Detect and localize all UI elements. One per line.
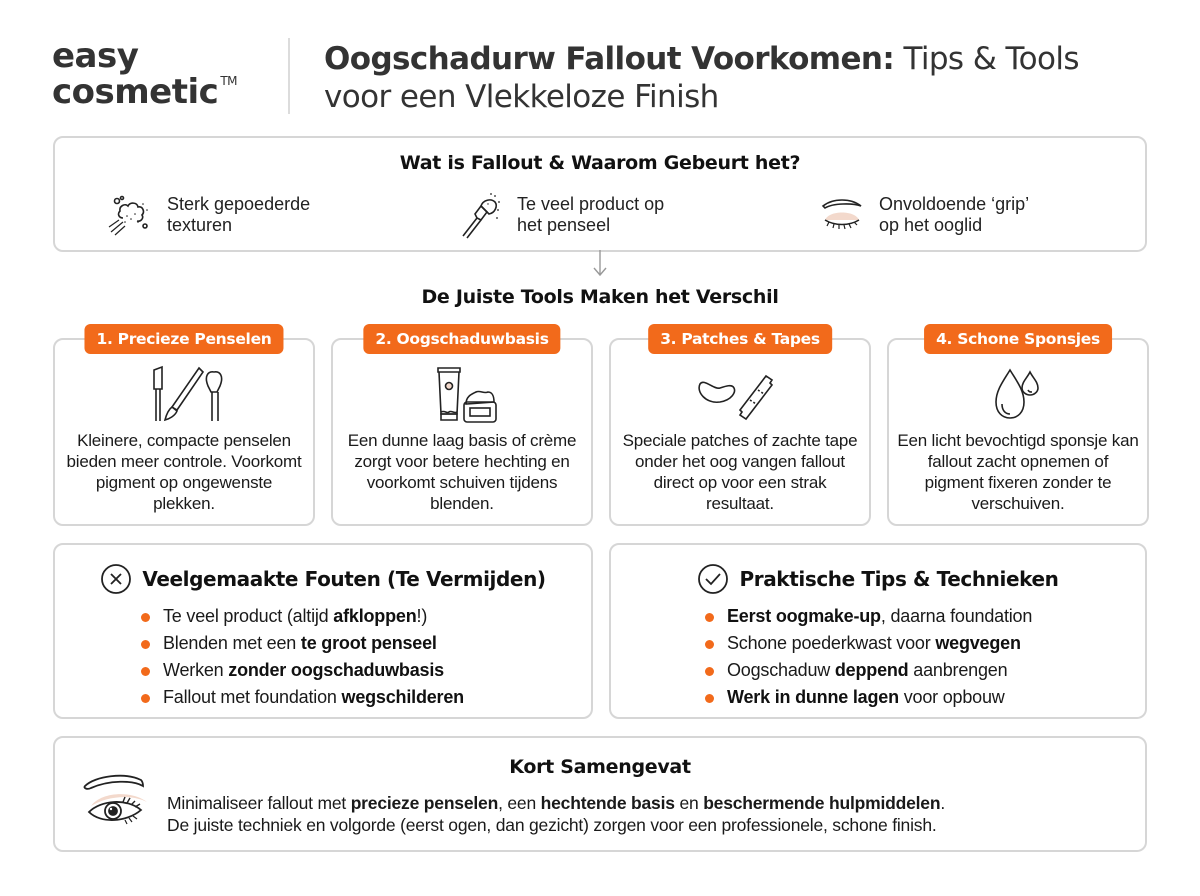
mistakes-header <box>55 563 591 595</box>
brand-logo <box>52 38 272 117</box>
why-item-line2: texturen <box>167 215 233 235</box>
tool-card-sponges <box>887 330 1149 526</box>
tips-list <box>701 603 1032 711</box>
why-item-line2: op het ooglid <box>879 215 983 235</box>
eye-makeup-icon <box>79 766 155 836</box>
title-rest: Tips & Tools <box>894 41 1079 77</box>
powder-cloud-icon <box>105 190 155 240</box>
check-circle-icon <box>697 563 729 595</box>
tool-badge: 1. Precieze Penselen <box>84 324 283 354</box>
why-item-line1: Te veel product op <box>517 194 665 214</box>
trademark-symbol: TM <box>220 74 237 88</box>
tool-description: Een licht bevochtigd sponsje kan fallout zacht opnemen of pigment fixeren zonder te verschuiven. <box>897 431 1139 513</box>
summary-line2: De juiste techniek en volgorde (eerst ogen, dan gezicht) zorgen voor een professionele, schone finish. <box>167 815 937 835</box>
why-item-powder <box>105 190 310 240</box>
primer-tube-jar-icon <box>402 364 522 424</box>
tool-description: Kleinere, compacte penselen bieden meer controle. Voorkomt pigment op ongewenste plekken. <box>66 431 302 513</box>
why-item-line2: het penseel <box>517 215 611 235</box>
logo-line2: cosmetic <box>52 72 219 112</box>
header-divider <box>288 38 290 114</box>
tool-badge: 3. Patches & Tapes <box>648 324 832 354</box>
page-header <box>52 38 1152 118</box>
droplets-icon <box>958 364 1078 424</box>
tools-section-title: De Juiste Tools Maken het Verschil <box>421 286 779 308</box>
x-circle-icon <box>100 563 132 595</box>
title-line2: voor een Vlekkeloze Finish <box>324 79 719 115</box>
logo-line1: easy <box>52 36 139 76</box>
tips-card <box>609 543 1147 719</box>
why-item-brush <box>455 190 664 240</box>
mistakes-list <box>137 603 464 711</box>
list-item: Eerst oogmake-up, daarna foundation <box>701 603 1032 630</box>
list-item: Schone poederkwast voor wegvegen <box>701 630 1032 657</box>
summary-text: Minimaliseer fallout met precieze penselen, een hechtende basis en beschermende hulpmiddelen. De juiste techniek en volgorde (eerst ogen, dan gezicht) zorgen voor een professionele, schone finish. <box>167 793 945 835</box>
arrow-down-icon <box>592 250 608 278</box>
list-item: Fallout met foundation wegschilderen <box>137 684 464 711</box>
tool-card-brushes <box>53 330 315 526</box>
tool-badge: 2. Oogschaduwbasis <box>363 324 560 354</box>
list-item: Oogschaduw deppend aanbrengen <box>701 657 1032 684</box>
why-item-eyelid <box>817 190 1029 240</box>
tool-description: Speciale patches of zachte tape onder het oog vangen fallout direct op voor een strak resultaat. <box>622 431 858 513</box>
why-fallout-card <box>53 136 1147 252</box>
list-item: Werk in dunne lagen voor opbouw <box>701 684 1032 711</box>
tips-header <box>611 563 1145 595</box>
list-item: Te veel product (altijd afkloppen!) <box>137 603 464 630</box>
title-bold: Oogschadurw Fallout Voorkomen: <box>324 41 895 77</box>
page-title <box>324 40 1164 116</box>
tips-title: Praktische Tips & Technieken <box>739 567 1059 591</box>
why-title: Wat is Fallout & Waarom Gebeurt het? <box>399 152 801 174</box>
closed-eye-icon <box>817 190 867 240</box>
why-item-line1: Onvoldoende ‘grip’ <box>879 194 1030 214</box>
patch-tape-icon <box>680 364 800 424</box>
mistakes-title: Veelgemaakte Fouten (Te Vermijden) <box>142 567 546 591</box>
tool-card-patches <box>609 330 871 526</box>
why-item-line1: Sterk gepoederde <box>167 194 311 214</box>
list-item: Blenden met een te groot penseel <box>137 630 464 657</box>
loaded-brush-icon <box>455 190 505 240</box>
mistakes-card <box>53 543 593 719</box>
summary-title: Kort Samengevat <box>509 756 691 778</box>
brushes-icon <box>124 364 244 424</box>
tool-badge: 4. Schone Sponsjes <box>924 324 1112 354</box>
tool-card-primer <box>331 330 593 526</box>
summary-card <box>53 736 1147 852</box>
tool-description: Een dunne laag basis of crème zorgt voor betere hechting en voorkomt schuiven tijdens blenden. <box>347 431 577 513</box>
list-item: Werken zonder oogschaduwbasis <box>137 657 464 684</box>
